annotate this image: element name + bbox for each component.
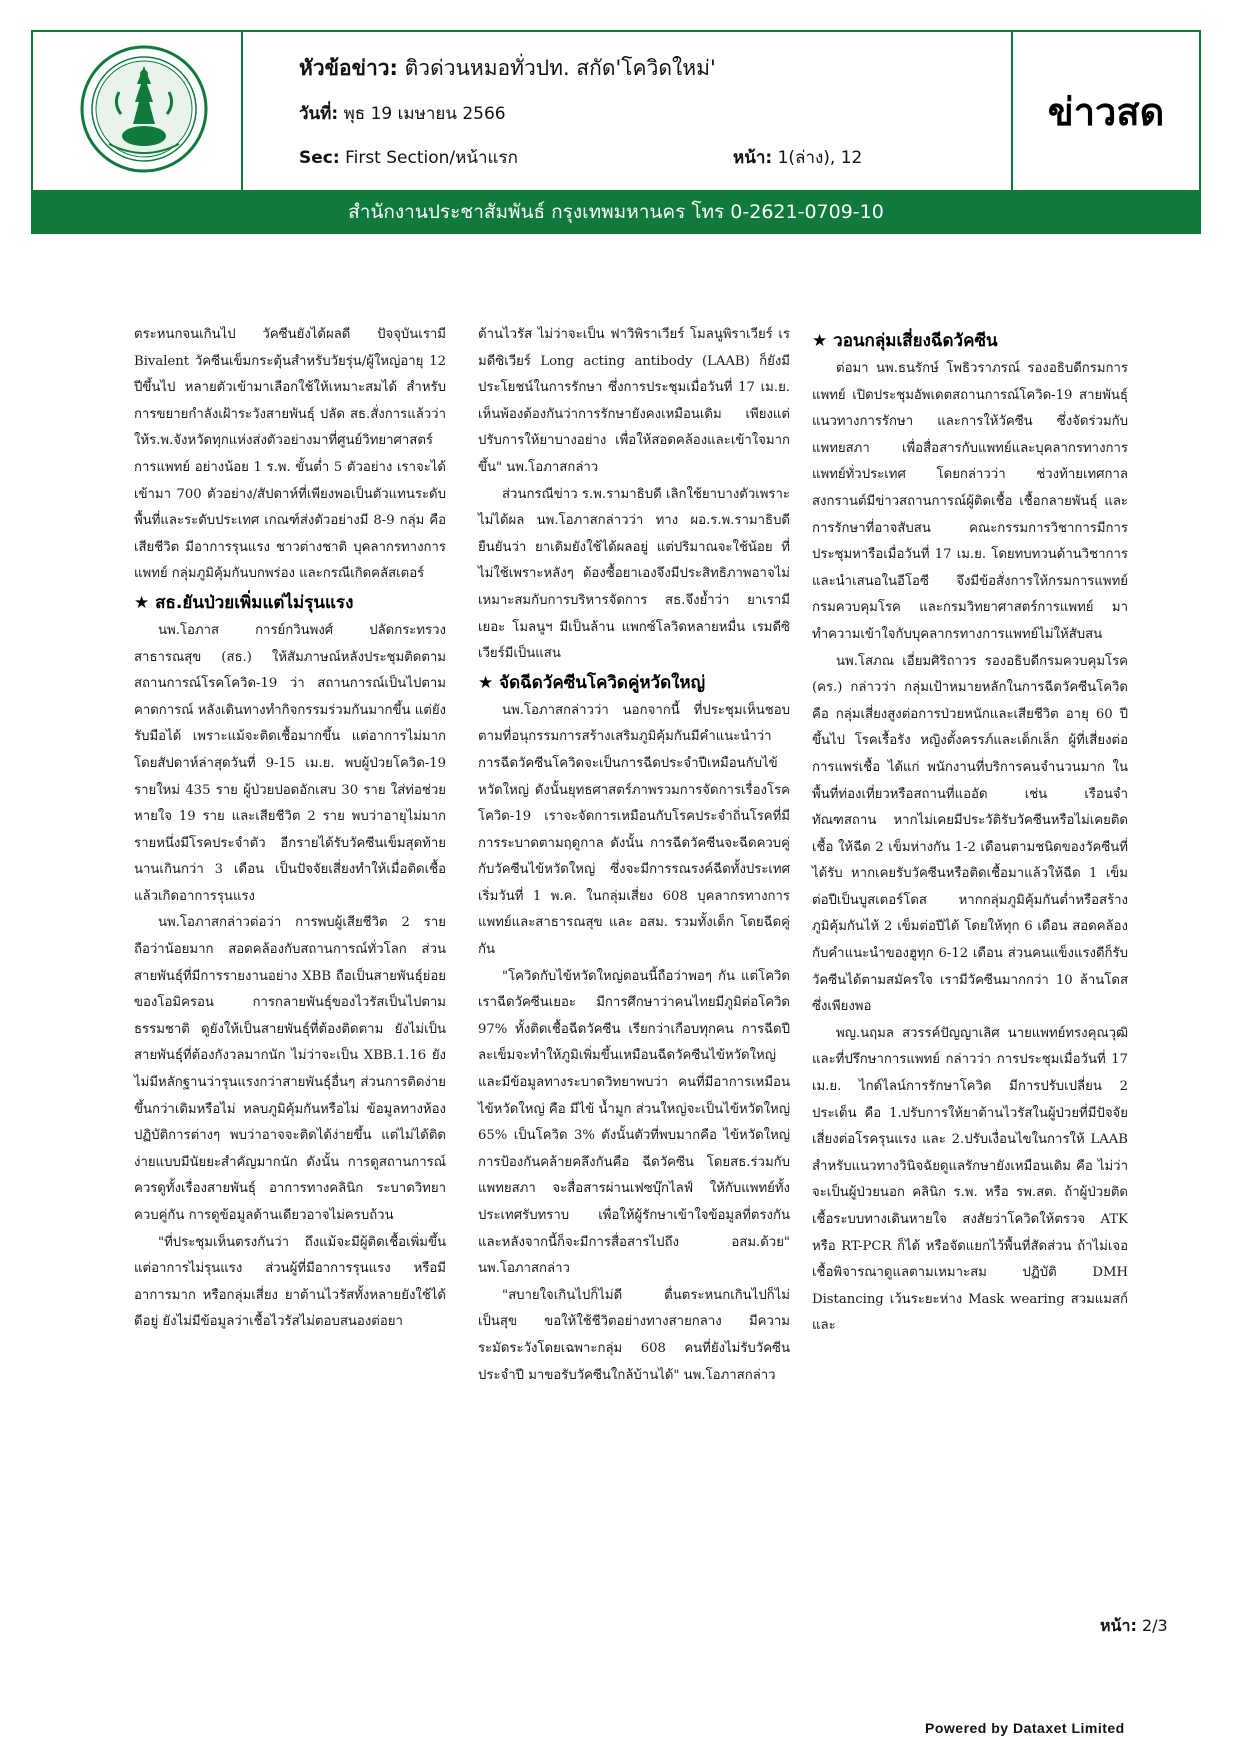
section-value: First Section/หน้าแรก: [345, 148, 518, 168]
date-label: วันที่:: [299, 104, 339, 124]
subheading: ★ จัดฉีดวัคซีนโควิดคู่หวัดใหญ่: [478, 672, 706, 693]
subheading: ★ วอนกลุ่มเสี่ยงฉีดวัคซีน: [812, 331, 998, 351]
page-number-label: หน้า:: [1100, 1616, 1137, 1635]
paragraph: "ที่ประชุมเห็นตรงกันว่า ถึงแม้จะมีผู้ติดเชื้อเพิ่มขึ้นแต่อาการไม่รุนแรง ส่วนผู้ที่มีอาการรุนแรง หรือมีอาการมาก หรือกลุ่มเสี่ยง ยาต้านไวรัสทั้งหลายยังใช้ได้ดีอยู่ ยังไม่มีข้อมูลว่าเชื้อไวรัสไม่ตอบสนองต่อยา: [134, 1234, 446, 1330]
logo-cell: [33, 32, 243, 190]
office-bar: [33, 190, 1199, 234]
office-text: สำนักงานประชาสัมพันธ์ กรุงเทพมหานคร โทร 0-2621-0709-10: [348, 201, 884, 223]
headline-row: [299, 52, 716, 85]
article-column-1: [134, 322, 446, 1336]
powered-by: Powered by Dataxet Limited: [925, 1720, 1125, 1736]
headline-label: หัวข้อข่าว:: [299, 56, 398, 80]
paragraph: นพ.โอภาสกล่าวว่า นอกจากนี้ ที่ประชุมเห็นชอบตามที่อนุกรรมการสร้างเสริมภูมิคุ้มกันมีคำแนะนำว่า การฉีดวัคซีนโควิดจะเป็นการฉีดประจำปีเหมือนกับไข้หวัดใหญ่ ดังนั้นยุทธศาสตร์ภาพรวมการจัดการเรื่องโรคโควิด-19 เราจะจัดการเหมือนกับโรคประจำถิ่นโรคที่มีการระบาดตามฤดูกาล ดังนั้น การฉีดวัคซีนจะฉีดควบคู่กับวัคซีนไข้หวัดใหญ่ ซึ่งจะมีการรณรงค์ฉีดทั้งประเทศเริ่มวันที่ 1 พ.ค. ในกลุ่มเสี่ยง 608 บุคลากรทางการแพทย์และสาธารณสุข และ อสม. รวมทั้งเด็ก โดยฉีดคู่กัน: [478, 702, 790, 958]
section-label: Sec:: [299, 148, 340, 168]
header-info: [243, 32, 1011, 190]
paragraph: นพ.โอภาสกล่าวต่อว่า การพบผู้เสียชีวิต 2 รายถือว่าน้อยมาก สอดคล้องกับสถานการณ์ทั่วโลก ส่วนสายพันธุ์ที่มีการรายงานอย่าง XBB ถือเป็นสายพันธุ์ย่อยของโอมิครอน การกลายพันธุ์ของไวรัสเป็นไปตามธรรมชาติ ดูยังให้เป็นสายพันธุ์ที่ต้องติดตาม ยังไม่เป็นสายพันธุ์ที่ต้องกังวลมากนัก ไม่ว่าจะเป็น XBB.1.16 ยังไม่มีหลักฐานว่ารุนแรงกว่าสายพันธุ์อื่นๆ ส่วนการติดง่ายขึ้นกว่าเดิมหรือไม่ หลบภูมิคุ้มกันหรือไม่ ข้อมูลทางห้องปฏิบัติการต่างๆ พบว่าอาจจะติดได้ง่ายขึ้น แต่ไม่ได้ติดง่ายแบบมีนัยยะสำคัญมากนัก ดังนั้น การดูสถานการณ์ควรดูทั้งเรื่องสายพันธุ์ อาการทางคลินิก ระบาดวิทยาควบคู่กัน การดูข้อมูลด้านเดียวอาจไม่ครบถ้วน: [134, 915, 446, 1223]
paragraph: ส่วนกรณีข่าว ร.พ.รามาธิบดี เลิกใช้ยาบางตัวเพราะไม่ได้ผล นพ.โอภาสกล่าวว่า ทาง ผอ.ร.พ.รามาธิบดียืนยันว่า ยาเดิมยังใช้ได้ผลอยู่ แต่ปริมาณจะใช้น้อย ที่ไม่ใช้เพราะหลังๆ ต้องซื้อยาเองจึงมีประสิทธิภาพอาจไม่เหมาะสมกับการบริหารจัดการ สธ.จึงย้ำว่า ยาเรามีเยอะ โมลนูฯ มีเป็นล้าน แพกซ์โลวิดหลายหมื่น เรมดีซิเวียร์มีเป็นแสน: [478, 486, 790, 662]
clipping-header: [31, 30, 1201, 234]
article-column-3: [812, 326, 1128, 1340]
publication-cell: [1011, 32, 1199, 190]
article-column-2: [478, 322, 790, 1389]
date-value: พุธ 19 เมษายน 2566: [343, 104, 506, 124]
paragraph: ต้านไวรัส ไม่ว่าจะเป็น ฟาวิพิราเวียร์ โมลนูพิราเวียร์ เรมดีซิเวียร์ Long acting antibody (LAAB) ก็ยังมีประโยชน์ในการรักษา ซึ่งการประชุมเมื่อวันที่ 17 เม.ย. เห็นพ้องต้องกันว่าการรักษายังคงเหมือนเดิม เพียงแต่ปรับการให้ยาบางอย่าง เพื่อให้สอดคล้องและเข้าใจมากขึ้น" นพ.โอภาสกล่าว: [478, 327, 790, 475]
paragraph: "โควิดกับไข้หวัดใหญ่ตอนนี้ถือว่าพอๆ กัน แต่โควิดเราฉีดวัคซีนเยอะ มีการศึกษาว่าคนไทยมีภูมิต่อโควิด 97% ทั้งติดเชื้อฉีดวัคซีน เรียกว่าเกือบทุกคน การฉีดปีละเข็มจะทำให้ภูมิเพิ่มขึ้นเหมือนฉีดวัคซีนไข้หวัดใหญ่ และมีข้อมูลทางระบาดวิทยาพบว่า คนที่มีอาการเหมือนไข้หวัดใหญ่ คือ มีไข้ น้ำมูก ส่วนใหญ่จะเป็นไข้หวัดใหญ่ 65% เป็นโควิด 3% ดังนั้นตัวที่พบมากคือ ไข้หวัดใหญ่ การป้องกันคล้ายคลึงกันคือ ฉีดวัคซีน โดยสธ.ร่วมกับแพทยสภา จะสื่อสารผ่านเฟซบุ๊กไลฟ์ ให้กับแพทย์ทั้งประเทศรับทราบ เพื่อให้ผู้รักษาเข้าใจข้อมูลที่ตรงกัน และหลังจากนี้ก็จะมีการสื่อสารไปถึง อสม.ด้วย" นพ.โอภาสกล่าว: [478, 968, 790, 1277]
paragraph: พญ.นฤมล สวรรค์ปัญญาเลิศ นายแพทย์ทรงคุณวุฒิและที่ปรึกษาการแพทย์ กล่าวว่า การประชุมเมื่อวันที่ 17 เม.ย. ไกด์ไลน์การรักษาโควิด มีการปรับเปลี่ยน 2 ประเด็น คือ 1.ปรับการให้ยาต้านไวรัสในผู้ป่วยที่มีปัจจัยเสี่ยงต่อโรครุนแรง และ 2.ปรับเงื่อนไขในการให้ LAAB สำหรับแนวทางวินิจฉัยดูแลรักษายังเหมือนเดิม คือ ไม่ว่าจะเป็นผู้ป่วยนอก คลินิก ร.พ. หรือ รพ.สต. ถ้าผู้ป่วยติดเชื้อระบบทางเดินหายใจ สงสัยว่าโควิดให้ตรวจ ATK หรือ RT-PCR ก็ได้ หรือจัดแยกไว้พื้นที่สัดส่วน ถ้าไม่เจอเชื้อพิจารณาดูแลตามเหมาะสม ปฏิบัติ DMH Distancing เว้นระยะห่าง Mask wearing สวมแมสก์ และ: [812, 1025, 1128, 1334]
paragraph: ต่อมา นพ.ธนรักษ์ โพธิวราภรณ์ รองอธิบดีกรมการแพทย์ เปิดประชุมอัพเดตสถานการณ์โควิด-19 สายพันธุ์ แนวทางการรักษา และการให้วัคซีน ซึ่งจัดร่วมกับแพทยสภา เพื่อสื่อสารกับแพทย์และบุคลากรทางการแพทย์ทั่วประเทศ โดยกล่าวว่า ช่วงท้ายเทศกาลสงกรานต์มีข่าวสถานการณ์ผู้ติดเชื้อ เชื้อกลายพันธุ์ และการรักษาที่อาจสับสน คณะกรรมการวิชาการมีการประชุมหารือเมื่อวันที่ 17 เม.ย. โดยทบทวนด้านวิชาการและนำเสนอในอีโอซี จึงมีข้อสั่งการให้กรมการแพทย์ กรมควบคุมโรค และกรมวิทยาศาสตร์การแพทย์ มาทำความเข้าใจกับบุคลากรทางการแพทย์ไม่ให้สับสน: [812, 361, 1128, 642]
subheading: ★ สธ.ยันป่วยเพิ่มแต่ไม่รุนแรง: [134, 592, 354, 613]
page-number-value: 2/3: [1141, 1616, 1168, 1635]
page-value: 1(ล่าง), 12: [777, 148, 863, 168]
headline: ติวด่วนหมอทั่วปท. สกัด'โควิดใหม่': [404, 56, 716, 80]
page-row: [733, 144, 862, 171]
paragraph: นพ.โสภณ เอี่ยมศิริถาวร รองอธิบดีกรมควบคุมโรค (คร.) กล่าวว่า กลุ่มเป้าหมายหลักในการฉีดวัคซีนโควิด คือ กลุ่มเสี่ยงสูงต่อการป่วยหนักและเสียชีวิต อายุ 60 ปีขึ้นไป โรคเรื้อรัง หญิงตั้งครรภ์และเด็กเล็ก ผู้ที่เสี่ยงต่อการแพร่เชื้อ ได้แก่ พนักงานที่บริการคนจำนวนมาก ในพื้นที่ท่องเที่ยวหรือสถานที่แออัด เช่น เรือนจำ ทัณฑสถาน หากไม่เคยมีประวัติรับวัคซีนหรือไม่เคยติดเชื้อ ให้ฉีด 2 เข็มห่างกัน 1-2 เดือนตามชนิดของวัคซีนที่ได้รับ หากเคยรับวัคซีนหรือติดเชื้อมาแล้วให้ฉีด 1 เข็มต่อปีเป็นบูสเตอร์โดส หากกลุ่มภูมิคุ้มกันต่ำหรือสร้างภูมิคุ้มกันไห้ 2 เข็มต่อปีได้ โดยให้ทุก 6 เดือน สอดคล้องกับคำแนะนำของฮูทุก 6-12 เดือน ส่วนคนแข็งแรงดีก็รับวัคซีนได้ตามสมัครใจ เรามีวัคซีนมากกว่า 10 ล้านโดส ซึ่งเพียงพอ: [812, 653, 1128, 1015]
paragraph: นพ.โอภาส การย์กวินพงศ์ ปลัดกระทรวงสาธารณสุข (สธ.) ให้สัมภาษณ์หลังประชุมติดตามสถานการณ์โรคโควิด-19 ว่า สถานการณ์เป็นไปตามคาดการณ์ หลังเดินทางทำกิจกรรมร่วมกันมากขึ้น แต่ยังรับมือได้ เพราะแม้จะติดเชื้อมากขึ้น แต่อาการไม่มาก โดยสัปดาห์ล่าสุดวันที่ 9-15 เม.ย. พบผู้ป่วยโควิด-19 รายใหม่ 435 ราย ผู้ป่วยปอดอักเสบ 30 ราย ใส่ท่อช่วยหายใจ 19 ราย และเสียชีวิต 2 ราย พบว่าอายุไม่มาก รายหนึ่งมีโรคประจำตัว อีกรายได้รับวัคซีนเข็มสุดท้ายนานเกินกว่า 3 เดือน เป็นปัจจัยเสี่ยงทำให้เมื่อติดเชื้อแล้วเกิดอาการรุนแรง: [134, 622, 446, 904]
date-row: [299, 100, 506, 127]
page-label: หน้า:: [733, 148, 773, 168]
bma-seal-icon: [79, 44, 209, 174]
paragraph: "สบายใจเกินไปก็ไม่ดี ตื่นตระหนกเกินไปก็ไม่เป็นสุข ขอให้ใช้ชีวิตอย่างทางสายกลาง มีความระมัดระวังโดยเฉพาะกลุ่ม 608 คนที่ยังไม่รับวัคซีนประจำปี มาขอรับวัคซีนใกล้บ้านได้" นพ.โอภาสกล่าว: [478, 1287, 790, 1383]
publication-name: ข่าวสด: [1047, 89, 1165, 134]
page-number: [1100, 1614, 1168, 1639]
section-row: [299, 144, 518, 171]
paragraph: ตระหนกจนเกินไป วัคซีนยังได้ผลดี ปัจจุบันเรามี Bivalent วัคซีนเข็มกระตุ้นสำหรับวัยรุ่น/ผู้ใหญ่อายุ 12 ปีขึ้นไป หลายตัวเข้ามาเลือกใช้ให้เหมาะสมได้ สำหรับการขยายกำลังเฝ้าระวังสายพันธุ์ ปลัด สธ.สั่งการแล้วว่าให้ร.พ.จังหวัดทุกแห่งส่งตัวอย่างมาที่ศูนย์วิทยาศาสตร์การแพทย์ อย่างน้อย 1 ร.พ. ขั้นต่ำ 5 ตัวอย่าง เราจะได้เข้ามา 700 ตัวอย่าง/สัปดาห์ที่เพียงพอเป็นตัวแทนระดับพื้นที่และระดับประเทศ เกณฑ์ส่งตัวอย่างมี 8-9 กลุ่ม คือ เสียชีวิต มีอาการรุนแรง ชาวต่างชาติ บุคลากรทางการแพทย์ กลุ่มภูมิคุ้มกันบกพร่อง และกรณีเกิดคลัสเตอร์: [134, 327, 446, 582]
